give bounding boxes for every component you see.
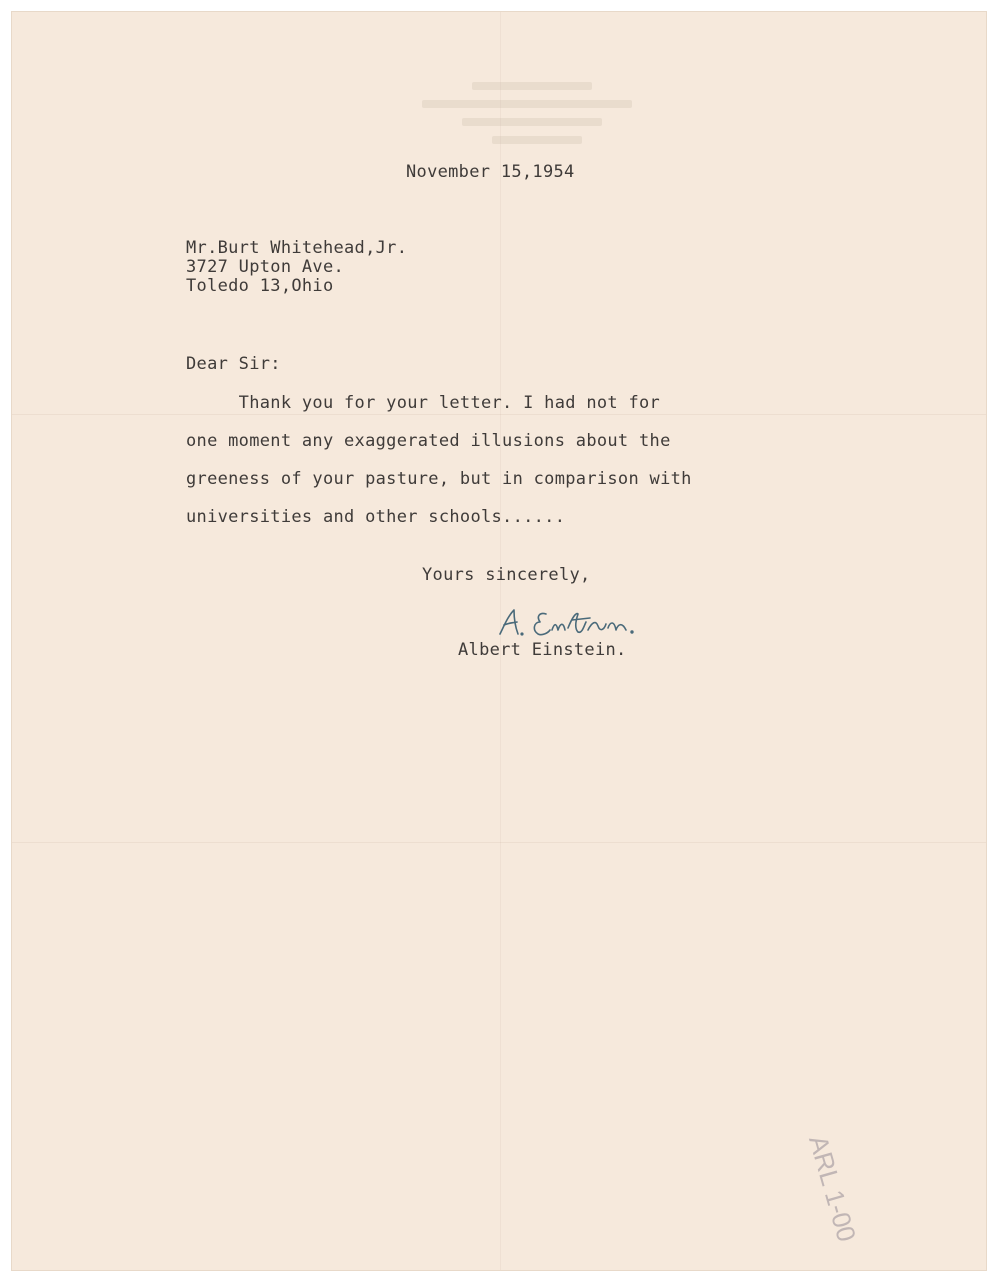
letter-paper — [12, 12, 986, 1270]
recipient-city: Toledo 13,Ohio — [186, 276, 334, 296]
body-line: one moment any exaggerated illusions about the — [186, 431, 671, 451]
recipient-street: 3727 Upton Ave. — [186, 257, 345, 277]
typed-name: Albert Einstein. — [458, 640, 627, 660]
closing: Yours sincerely, — [422, 565, 591, 585]
salutation: Dear Sir: — [186, 354, 281, 374]
fold-line — [12, 842, 986, 843]
body-line: greeness of your pasture, but in comparison with — [186, 469, 692, 489]
body-line: universities and other schools...... — [186, 507, 566, 527]
faded-letterhead — [422, 74, 652, 154]
fold-line — [12, 414, 986, 415]
recipient-name: Mr.Burt Whitehead,Jr. — [186, 238, 408, 258]
letter-date: November 15,1954 — [406, 162, 575, 182]
pencil-note: ARL 1-00 — [803, 1132, 863, 1245]
handwritten-signature — [492, 604, 672, 644]
body-line: Thank you for your letter. I had not for — [186, 393, 661, 413]
